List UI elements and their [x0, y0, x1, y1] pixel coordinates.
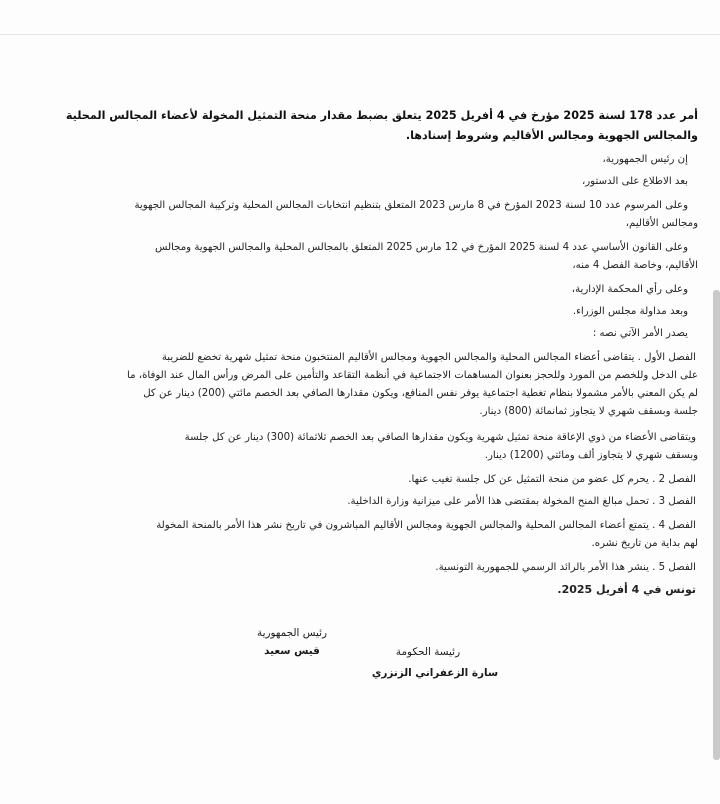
- article-1-line-3: لم يكن المعني بالأمر مشمولا بنظام تغطية اجتماعية يوفر نفس المنافع، ويكون مقدارها الصافي بعد الخصم مائتي (200) دينار عن كل: [143, 388, 698, 399]
- preamble-admin-court: وعلى رأي المحكمة الإدارية،: [571, 284, 688, 295]
- pm-title: رئيسة الحكومة: [395, 646, 461, 658]
- scrollbar-thumb[interactable]: [713, 290, 720, 760]
- decree-date: تونس في 4 أفريل 2025.: [557, 583, 696, 596]
- president-title: رئيس الجمهورية: [257, 627, 327, 639]
- preamble-organic-law-line-2: الأقاليم، وخاصة الفصل 4 منه،: [572, 260, 698, 271]
- preamble-decree-law-line-1: وعلى المرسوم عدد 10 لسنة 2023 المؤرخ في 8 مارس 2023 المتعلق بتنظيم انتخابات المجالس المحلية وتركيبة المجالس الجهوية: [134, 200, 688, 211]
- article-5: الفصل 5 . ينشر هذا الأمر بالرائد الرسمي للجمهورية التونسية.: [435, 562, 696, 573]
- preamble-council: وبعد مداولة مجلس الوزراء.: [572, 306, 688, 317]
- article-4-line-1: الفصل 4 . يتمتع أعضاء المجالس المحلية والمجالس الجهوية ومجالس الأقاليم المباشرون في تاريخ نشر هذا الأمر بالمنحة المخولة: [156, 520, 696, 531]
- article-1-line-2: على الدخل وللخصم من المورد وللحجز بعنوان المساهمات الاجتماعية في أنظمة التقاعد والتأمين على المرض ورأس المال عند الوفاة، ما: [126, 370, 698, 381]
- preamble-decree-law-line-2: ومجالس الأقاليم،: [625, 218, 698, 229]
- article-1-line-1: الفصل الأول . يتقاضى أعضاء المجالس المحلية والمجالس الجهوية ومجالس الأقاليم المنتخبون منحة تمثيل شهرية تخضع للضريبة: [161, 352, 696, 363]
- decree-title-line-1: أمر عدد 178 لسنة 2025 مؤرخ في 4 أفريل 2025 يتعلق بضبط مقدار منحة التمثيل المخولة لأعضاء المجالس المحلية: [65, 109, 698, 122]
- preamble-organic-law-line-1: وعلى القانون الأساسي عدد 4 لسنة 2025 المؤرخ في 12 مارس 2025 المتعلق بالمجالس المحلية والمجالس الجهوية ومجالس: [154, 242, 688, 253]
- preamble-constitution: بعد الاطلاع على الدستور،: [581, 176, 688, 187]
- decree-title-line-2: والمجالس الجهوية ومجالس الأقاليم وشروط إسنادها.: [405, 129, 698, 142]
- preamble-issues: يصدر الأمر الآتي نصه :: [592, 328, 688, 339]
- article-3: الفصل 3 . تحمل مبالغ المنح المخولة بمقتضى هذا الأمر على ميزانية وزارة الداخلية.: [347, 496, 696, 507]
- top-divider: [0, 34, 720, 35]
- article-1b-line-2: وبسقف شهري لا يتجاوز ألف ومائتي (1200) دينار.: [484, 450, 698, 461]
- article-1b-line-1: ويتقاضى الأعضاء من ذوي الإعاقة منحة تمثيل شهرية ويكون مقدارها الصافي بعد الخصم ثلاثمائة (300) دينار عن كل جلسة: [184, 432, 696, 443]
- president-name: قيس سعيد: [264, 645, 320, 657]
- article-4-line-2: لهم بداية من تاريخ نشره.: [591, 538, 698, 549]
- preamble-president: إن رئيس الجمهورية،: [602, 154, 688, 165]
- article-2: الفصل 2 . يحرم كل عضو من منحة التمثيل عن كل جلسة تغيب عنها.: [408, 474, 696, 485]
- article-1-line-4: جلسة وبسقف شهري لا يتجاوز ثمانمائة (800) دينار.: [479, 406, 698, 417]
- pm-name: سارة الزعفراني الزنزري: [371, 667, 499, 679]
